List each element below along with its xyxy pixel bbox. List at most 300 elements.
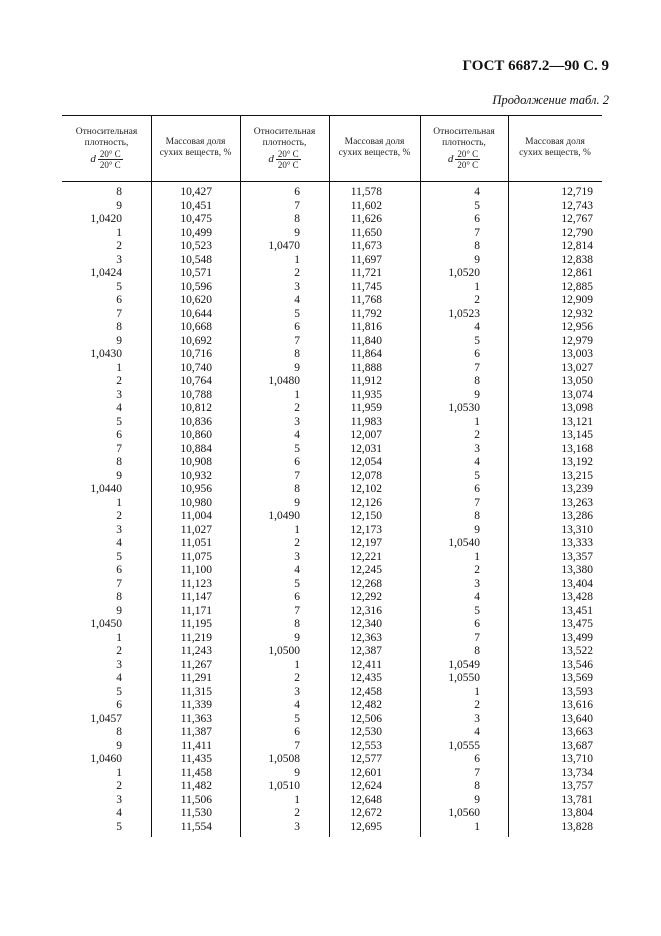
column-header-density bbox=[420, 115, 508, 181]
density-cell: 5 bbox=[116, 820, 122, 833]
density-cell: 7 bbox=[474, 631, 480, 644]
mass-fraction-cell: 10,956 bbox=[180, 483, 212, 495]
mass-fraction-cell: 13,145 bbox=[561, 429, 593, 441]
mass-fraction-cell: 12,221 bbox=[350, 550, 382, 563]
header-text: Относительная bbox=[253, 126, 316, 137]
density-cell: 1 bbox=[294, 253, 300, 266]
table-row bbox=[62, 389, 602, 403]
density-cell: 4 bbox=[294, 429, 300, 441]
density-cell: 2 bbox=[474, 429, 480, 441]
mass-fraction-cell: 10,884 bbox=[180, 442, 212, 455]
table-row bbox=[62, 672, 602, 686]
table-row bbox=[62, 186, 602, 200]
density-cell: 4 bbox=[294, 294, 300, 306]
density-cell: 8 bbox=[474, 240, 480, 252]
density-cell: 1,0510 bbox=[268, 780, 300, 792]
table-row bbox=[62, 402, 602, 416]
mass-fraction-cell: 11,339 bbox=[180, 699, 212, 711]
density-cell: 1,0555 bbox=[448, 739, 480, 752]
mass-fraction-cell: 11,363 bbox=[180, 712, 212, 725]
document-header: ГОСТ 6687.2—90 С. 9 bbox=[462, 58, 609, 74]
table-header-rule bbox=[62, 181, 602, 182]
density-fraction bbox=[90, 149, 122, 170]
table-row bbox=[62, 699, 602, 713]
mass-fraction-cell: 10,475 bbox=[180, 213, 212, 225]
mass-fraction-cell: 13,616 bbox=[561, 699, 593, 711]
mass-fraction-cell: 11,195 bbox=[180, 618, 212, 630]
table-row bbox=[62, 686, 602, 700]
mass-fraction-cell: 13,357 bbox=[561, 550, 593, 563]
mass-fraction-cell: 13,710 bbox=[561, 753, 593, 765]
density-cell: 5 bbox=[116, 550, 122, 563]
density-cell: 3 bbox=[116, 253, 122, 266]
density-cell: 7 bbox=[474, 766, 480, 779]
mass-fraction-cell: 10,980 bbox=[180, 496, 212, 509]
mass-fraction-cell: 12,979 bbox=[561, 334, 593, 347]
density-cell: 5 bbox=[116, 685, 122, 698]
table-row bbox=[62, 497, 602, 511]
mass-fraction-cell: 12,292 bbox=[350, 591, 382, 603]
mass-fraction-cell: 11,291 bbox=[180, 672, 212, 684]
density-cell: 1 bbox=[294, 793, 300, 806]
mass-fraction-cell: 11,673 bbox=[350, 240, 382, 252]
mass-fraction-cell: 13,333 bbox=[561, 537, 593, 549]
mass-fraction-cell: 11,554 bbox=[180, 820, 212, 833]
table-row bbox=[62, 294, 602, 308]
mass-fraction-cell: 10,716 bbox=[180, 348, 212, 360]
mass-fraction-cell: 12,387 bbox=[350, 645, 382, 657]
density-cell: 3 bbox=[294, 415, 300, 428]
table-row bbox=[62, 807, 602, 821]
density-cell: 2 bbox=[116, 240, 122, 252]
table-row bbox=[62, 200, 602, 214]
density-cell: 1,0530 bbox=[448, 402, 480, 414]
table-row bbox=[62, 429, 602, 443]
mass-fraction-cell: 10,788 bbox=[180, 388, 212, 401]
mass-fraction-cell: 12,363 bbox=[350, 631, 382, 644]
mass-fraction-cell: 10,764 bbox=[180, 375, 212, 387]
density-cell: 5 bbox=[474, 334, 480, 347]
mass-fraction-cell: 11,697 bbox=[350, 253, 382, 266]
density-cell: 1 bbox=[116, 631, 122, 644]
density-cell: 7 bbox=[294, 199, 300, 212]
density-cell: 3 bbox=[294, 820, 300, 833]
density-cell: 7 bbox=[474, 361, 480, 374]
mass-fraction-cell: 11,171 bbox=[180, 604, 212, 617]
density-cell: 2 bbox=[294, 267, 300, 279]
density-cell: 6 bbox=[116, 564, 122, 576]
table-row bbox=[62, 537, 602, 551]
mass-fraction-cell: 11,387 bbox=[180, 726, 212, 738]
density-cell: 5 bbox=[474, 604, 480, 617]
mass-fraction-cell: 13,663 bbox=[561, 726, 593, 738]
header-text: Массовая доля bbox=[344, 137, 405, 147]
mass-fraction-cell: 12,268 bbox=[350, 577, 382, 590]
table-row bbox=[62, 254, 602, 268]
table-row bbox=[62, 578, 602, 592]
mass-fraction-cell: 12,553 bbox=[350, 739, 382, 752]
density-cell: 1,0500 bbox=[268, 645, 300, 657]
mass-fraction-cell: 11,768 bbox=[350, 294, 382, 306]
density-cell: 3 bbox=[294, 280, 300, 293]
header-text: Массовая доля bbox=[165, 137, 226, 147]
mass-fraction-cell: 12,790 bbox=[561, 226, 593, 239]
mass-fraction-cell: 12,245 bbox=[350, 564, 382, 576]
fraction-denominator: 20° С bbox=[99, 159, 121, 170]
mass-fraction-cell: 12,411 bbox=[350, 658, 382, 671]
table-row bbox=[62, 821, 602, 835]
density-cell: 5 bbox=[294, 442, 300, 455]
temperature-fraction bbox=[276, 149, 301, 170]
header-text: Массовая доля bbox=[525, 137, 585, 147]
header-text: Относительная bbox=[433, 126, 495, 137]
density-cell: 6 bbox=[116, 699, 122, 711]
mass-fraction-cell: 12,601 bbox=[350, 766, 382, 779]
density-cell: 9 bbox=[474, 388, 480, 401]
density-cell: 1,0430 bbox=[90, 348, 122, 360]
density-cell: 9 bbox=[294, 766, 300, 779]
mass-fraction-cell: 11,816 bbox=[350, 321, 382, 333]
mass-fraction-cell: 10,932 bbox=[180, 469, 212, 482]
header-text: плотность, bbox=[262, 137, 307, 148]
density-cell: 9 bbox=[294, 631, 300, 644]
mass-fraction-cell: 12,695 bbox=[350, 820, 382, 833]
density-cell: 1,0440 bbox=[90, 483, 122, 495]
mass-fraction-cell: 11,458 bbox=[180, 766, 212, 779]
mass-fraction-cell: 11,745 bbox=[350, 280, 382, 293]
mass-fraction-cell: 12,173 bbox=[350, 523, 382, 536]
mass-fraction-cell: 11,315 bbox=[180, 685, 212, 698]
density-cell: 8 bbox=[116, 456, 122, 468]
mass-fraction-cell: 13,404 bbox=[561, 577, 593, 590]
density-cell: 2 bbox=[116, 375, 122, 387]
table-row bbox=[62, 443, 602, 457]
density-cell: 1,0520 bbox=[448, 267, 480, 279]
mass-fraction-cell: 10,451 bbox=[180, 199, 212, 212]
density-cell: 8 bbox=[474, 645, 480, 657]
density-cell: 1,0457 bbox=[90, 712, 122, 725]
mass-fraction-cell: 13,828 bbox=[561, 820, 593, 833]
mass-fraction-cell: 13,451 bbox=[561, 604, 593, 617]
density-cell: 4 bbox=[474, 591, 480, 603]
fraction-numerator: 20° С bbox=[457, 148, 479, 159]
mass-fraction-cell: 13,546 bbox=[561, 658, 593, 671]
mass-fraction-cell: 12,102 bbox=[350, 483, 382, 495]
density-cell: 3 bbox=[474, 712, 480, 725]
mass-fraction-cell: 13,804 bbox=[561, 807, 593, 819]
mass-fraction-cell: 12,150 bbox=[350, 510, 382, 522]
mass-fraction-cell: 13,428 bbox=[561, 591, 593, 603]
density-cell: 8 bbox=[116, 591, 122, 603]
density-cell: 1 bbox=[474, 280, 480, 293]
density-cell: 1 bbox=[474, 820, 480, 833]
density-cell: 3 bbox=[116, 793, 122, 806]
mass-fraction-cell: 10,644 bbox=[180, 307, 212, 320]
mass-fraction-cell: 12,767 bbox=[561, 213, 593, 225]
density-symbol: d bbox=[268, 152, 274, 165]
mass-fraction-cell: 11,267 bbox=[180, 658, 212, 671]
density-cell: 8 bbox=[294, 213, 300, 225]
density-cell: 9 bbox=[294, 361, 300, 374]
density-cell: 1 bbox=[294, 523, 300, 536]
table-row bbox=[62, 456, 602, 470]
density-cell: 2 bbox=[474, 699, 480, 711]
mass-fraction-cell: 10,668 bbox=[180, 321, 212, 333]
density-cell: 2 bbox=[116, 510, 122, 522]
density-cell: 1 bbox=[294, 388, 300, 401]
table-row bbox=[62, 564, 602, 578]
density-cell: 4 bbox=[116, 807, 122, 819]
density-cell: 5 bbox=[294, 712, 300, 725]
mass-fraction-cell: 13,239 bbox=[561, 483, 593, 495]
mass-fraction-cell: 12,458 bbox=[350, 685, 382, 698]
mass-fraction-cell: 11,004 bbox=[180, 510, 212, 522]
density-cell: 1 bbox=[116, 766, 122, 779]
table-row bbox=[62, 308, 602, 322]
mass-fraction-cell: 12,078 bbox=[350, 469, 382, 482]
mass-fraction-cell: 11,864 bbox=[350, 348, 382, 360]
density-cell: 3 bbox=[116, 388, 122, 401]
density-cell: 4 bbox=[474, 456, 480, 468]
table-row bbox=[62, 470, 602, 484]
mass-fraction-cell: 13,781 bbox=[561, 793, 593, 806]
density-cell: 1,0420 bbox=[90, 213, 122, 225]
table-row bbox=[62, 713, 602, 727]
mass-fraction-cell: 11,123 bbox=[180, 577, 212, 590]
mass-fraction-cell: 10,692 bbox=[180, 334, 212, 347]
column-header-mass bbox=[151, 115, 240, 181]
mass-fraction-cell: 11,147 bbox=[180, 591, 212, 603]
density-cell: 3 bbox=[294, 550, 300, 563]
density-cell: 1,0540 bbox=[448, 537, 480, 549]
density-cell: 1 bbox=[116, 226, 122, 239]
mass-fraction-cell: 11,075 bbox=[180, 550, 212, 563]
mass-fraction-cell: 12,126 bbox=[350, 496, 382, 509]
mass-fraction-cell: 13,121 bbox=[561, 415, 593, 428]
density-cell: 6 bbox=[294, 726, 300, 738]
density-cell: 8 bbox=[294, 618, 300, 630]
density-cell: 5 bbox=[116, 415, 122, 428]
density-cell: 4 bbox=[116, 402, 122, 414]
density-cell: 7 bbox=[294, 739, 300, 752]
density-cell: 6 bbox=[294, 456, 300, 468]
density-cell: 6 bbox=[474, 348, 480, 360]
mass-fraction-cell: 10,596 bbox=[180, 280, 212, 293]
density-cell: 9 bbox=[294, 496, 300, 509]
table-row bbox=[62, 375, 602, 389]
density-cell: 3 bbox=[474, 577, 480, 590]
table-row bbox=[62, 416, 602, 430]
mass-fraction-cell: 12,316 bbox=[350, 604, 382, 617]
density-cell: 7 bbox=[116, 577, 122, 590]
density-cell: 6 bbox=[474, 618, 480, 630]
mass-fraction-cell: 11,840 bbox=[350, 334, 382, 347]
table-row bbox=[62, 281, 602, 295]
mass-fraction-cell: 11,792 bbox=[350, 307, 382, 320]
density-cell: 8 bbox=[116, 321, 122, 333]
mass-fraction-cell: 12,719 bbox=[561, 186, 593, 198]
density-cell: 1,0560 bbox=[448, 807, 480, 819]
density-cell: 2 bbox=[294, 672, 300, 684]
header-text: сухих веществ, % bbox=[338, 148, 411, 158]
density-cell: 2 bbox=[294, 537, 300, 549]
mass-fraction-cell: 13,640 bbox=[561, 712, 593, 725]
density-cell: 4 bbox=[294, 564, 300, 576]
mass-fraction-cell: 12,624 bbox=[350, 780, 382, 792]
mass-fraction-cell: 13,687 bbox=[561, 739, 593, 752]
mass-fraction-cell: 11,888 bbox=[350, 361, 382, 374]
table-row bbox=[62, 524, 602, 538]
density-cell: 1,0549 bbox=[448, 658, 480, 671]
density-cell: 1 bbox=[474, 415, 480, 428]
mass-fraction-cell: 12,885 bbox=[561, 280, 593, 293]
density-cell: 4 bbox=[474, 186, 480, 198]
mass-fraction-cell: 11,100 bbox=[180, 564, 212, 576]
table-row bbox=[62, 605, 602, 619]
mass-fraction-cell: 13,050 bbox=[561, 375, 593, 387]
table-row bbox=[62, 483, 602, 497]
density-cell: 9 bbox=[116, 199, 122, 212]
density-cell: 1,0460 bbox=[90, 753, 122, 765]
density-cell: 1 bbox=[474, 685, 480, 698]
density-cell: 1,0450 bbox=[90, 618, 122, 630]
density-cell: 9 bbox=[474, 793, 480, 806]
table-row bbox=[62, 267, 602, 281]
mass-fraction-cell: 11,506 bbox=[180, 793, 212, 806]
density-cell: 7 bbox=[116, 442, 122, 455]
mass-fraction-cell: 13,310 bbox=[561, 523, 593, 536]
mass-fraction-cell: 11,721 bbox=[350, 267, 382, 279]
mass-fraction-cell: 10,860 bbox=[180, 429, 212, 441]
mass-fraction-cell: 12,672 bbox=[350, 807, 382, 819]
mass-fraction-cell: 12,054 bbox=[350, 456, 382, 468]
density-cell: 1,0470 bbox=[268, 240, 300, 252]
density-cell: 7 bbox=[294, 334, 300, 347]
density-cell: 9 bbox=[116, 604, 122, 617]
mass-fraction-cell: 11,626 bbox=[350, 213, 382, 225]
table-row bbox=[62, 591, 602, 605]
table-row bbox=[62, 321, 602, 335]
table-body bbox=[62, 186, 602, 834]
density-cell: 1,0480 bbox=[268, 375, 300, 387]
mass-fraction-cell: 10,620 bbox=[180, 294, 212, 306]
mass-fraction-cell: 13,286 bbox=[561, 510, 593, 522]
table-row bbox=[62, 240, 602, 254]
density-symbol: d bbox=[90, 152, 96, 165]
mass-fraction-cell: 12,648 bbox=[350, 793, 382, 806]
mass-fraction-cell: 12,031 bbox=[350, 442, 382, 455]
density-cell: 6 bbox=[294, 186, 300, 198]
density-cell: 5 bbox=[116, 280, 122, 293]
density-cell: 6 bbox=[116, 294, 122, 306]
mass-fraction-cell: 10,740 bbox=[180, 361, 212, 374]
density-cell: 6 bbox=[474, 483, 480, 495]
column-header-density bbox=[62, 115, 151, 181]
mass-fraction-cell: 12,838 bbox=[561, 253, 593, 266]
table-row bbox=[62, 618, 602, 632]
density-cell: 6 bbox=[116, 429, 122, 441]
mass-fraction-cell: 12,861 bbox=[561, 267, 593, 279]
table-row bbox=[62, 551, 602, 565]
density-cell: 9 bbox=[116, 334, 122, 347]
header-text: Относительная bbox=[75, 126, 138, 137]
mass-fraction-cell: 13,098 bbox=[561, 402, 593, 414]
mass-fraction-cell: 11,027 bbox=[180, 523, 212, 536]
table-row bbox=[62, 510, 602, 524]
mass-fraction-cell: 13,734 bbox=[561, 766, 593, 779]
table-row bbox=[62, 659, 602, 673]
mass-fraction-cell: 12,577 bbox=[350, 753, 382, 765]
mass-fraction-cell: 12,007 bbox=[350, 429, 382, 441]
density-cell: 2 bbox=[116, 780, 122, 792]
mass-fraction-cell: 10,499 bbox=[180, 226, 212, 239]
column-header-mass bbox=[329, 115, 420, 181]
fraction-numerator: 20° С bbox=[277, 148, 299, 159]
density-fraction bbox=[448, 149, 480, 170]
header-text: плотность, bbox=[442, 137, 486, 148]
mass-fraction-cell: 12,956 bbox=[561, 321, 593, 333]
mass-fraction-cell: 11,219 bbox=[180, 631, 212, 644]
density-cell: 1,0424 bbox=[90, 267, 122, 279]
temperature-fraction bbox=[98, 149, 123, 170]
density-cell: 3 bbox=[294, 685, 300, 698]
mass-fraction-cell: 13,475 bbox=[561, 618, 593, 630]
density-cell: 4 bbox=[474, 321, 480, 333]
mass-fraction-cell: 11,435 bbox=[180, 753, 212, 765]
density-cell: 6 bbox=[474, 213, 480, 225]
density-cell: 1 bbox=[294, 658, 300, 671]
mass-fraction-cell: 12,743 bbox=[561, 199, 593, 212]
mass-fraction-cell: 11,602 bbox=[350, 199, 382, 212]
fraction-denominator: 20° С bbox=[277, 159, 299, 170]
density-cell: 5 bbox=[294, 307, 300, 320]
density-cell: 1,0550 bbox=[448, 672, 480, 684]
density-cell: 7 bbox=[294, 469, 300, 482]
density-cell: 1,0523 bbox=[448, 307, 480, 320]
density-cell: 8 bbox=[474, 375, 480, 387]
column-header-density bbox=[240, 115, 329, 181]
mass-fraction-cell: 10,523 bbox=[180, 240, 212, 252]
density-cell: 8 bbox=[474, 510, 480, 522]
density-cell: 7 bbox=[116, 307, 122, 320]
table-row bbox=[62, 794, 602, 808]
density-cell: 3 bbox=[474, 442, 480, 455]
density-cell: 3 bbox=[116, 523, 122, 536]
table-row bbox=[62, 753, 602, 767]
mass-fraction-cell: 11,935 bbox=[350, 388, 382, 401]
mass-fraction-cell: 11,530 bbox=[180, 807, 212, 819]
density-cell: 8 bbox=[294, 483, 300, 495]
mass-fraction-cell: 11,051 bbox=[180, 537, 212, 549]
mass-fraction-cell: 13,215 bbox=[561, 469, 593, 482]
density-cell: 1,0490 bbox=[268, 510, 300, 522]
mass-fraction-cell: 12,530 bbox=[350, 726, 382, 738]
density-cell: 7 bbox=[294, 604, 300, 617]
density-cell: 8 bbox=[294, 348, 300, 360]
mass-fraction-cell: 12,340 bbox=[350, 618, 382, 630]
density-cell: 4 bbox=[474, 726, 480, 738]
density-cell: 8 bbox=[116, 726, 122, 738]
mass-fraction-cell: 12,814 bbox=[561, 240, 593, 252]
density-cell: 5 bbox=[474, 199, 480, 212]
table-row bbox=[62, 740, 602, 754]
mass-fraction-cell: 13,192 bbox=[561, 456, 593, 468]
density-cell: 7 bbox=[474, 496, 480, 509]
mass-fraction-cell: 12,197 bbox=[350, 537, 382, 549]
table-row bbox=[62, 726, 602, 740]
table-row bbox=[62, 632, 602, 646]
density-cell: 1 bbox=[116, 496, 122, 509]
